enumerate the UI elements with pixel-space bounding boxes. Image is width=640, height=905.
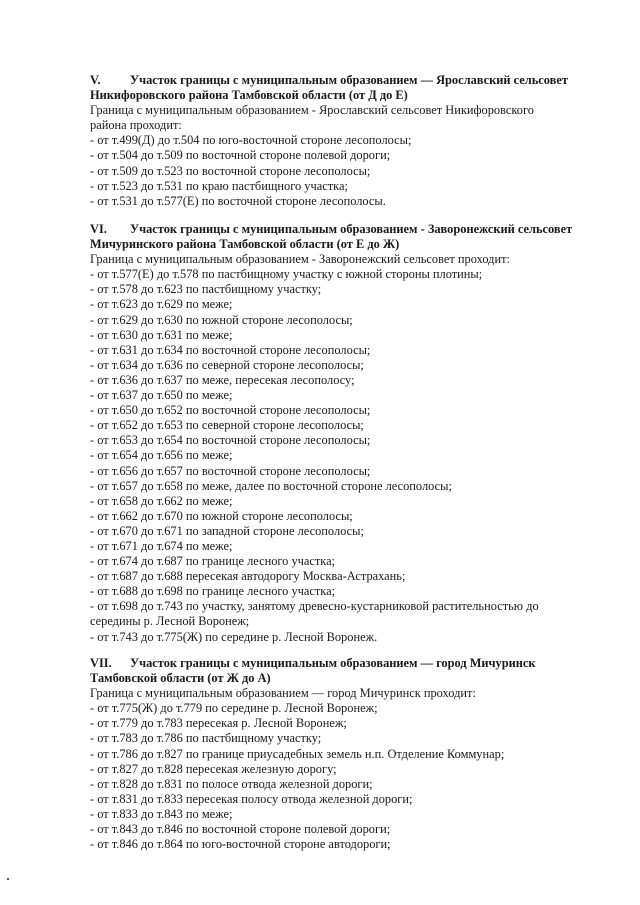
- boundary-item: - от т.786 до т.827 по границе приусадебных земель н.п. Отделение Коммунар;: [90, 746, 505, 761]
- boundary-item: - от т.656 до т.657 по восточной стороне лесополосы;: [90, 463, 371, 478]
- boundary-item: - от т.657 до т.658 по меже, далее по восточной стороне лесополосы;: [90, 478, 452, 493]
- boundary-item: - от т.843 до т.846 по восточной стороне полевой дороги;: [90, 822, 391, 837]
- section-vii: [90, 656, 620, 852]
- section-intro-continued: района проходит:: [90, 118, 182, 133]
- boundary-item: - от т.783 до т.786 по пастбищному участку;: [90, 731, 322, 746]
- boundary-item: - от т.653 до т.654 по восточной стороне лесополосы;: [90, 433, 371, 448]
- boundary-item: - от т.828 до т.831 по полосе отвода железной дороги;: [90, 776, 373, 791]
- boundary-item: - от т.658 до т.662 по меже;: [90, 493, 233, 508]
- boundary-item: - от т.634 до т.636 по северной стороне лесополосы;: [90, 357, 364, 372]
- boundary-item: - от т.650 до т.652 по восточной стороне лесополосы;: [90, 403, 371, 418]
- boundary-item: - от т.670 до т.671 по западной стороне лесополосы;: [90, 523, 364, 538]
- boundary-item: - от т.630 до т.631 по меже;: [90, 327, 233, 342]
- section-number: VI.: [90, 222, 107, 236]
- boundary-item: - от т.637 до т.650 по меже;: [90, 388, 233, 403]
- section-heading-text: Участок границы с муниципальным образованием — Ярославский сельсовет: [130, 73, 568, 87]
- boundary-item: - от т.846 до т.864 по юго-восточной стороне автодороги;: [90, 837, 391, 852]
- boundary-item: - от т.775(Ж) до т.779 по середине р. Лесной Воронеж;: [90, 701, 378, 716]
- boundary-item: - от т.833 до т.843 по меже;: [90, 806, 233, 821]
- boundary-item: - от т.523 до т.531 по краю пастбищного участка;: [90, 178, 348, 193]
- section-intro: Граница с муниципальным образованием - Ярославский сельсовет Никифоровского: [90, 103, 534, 118]
- section-heading-continued: Тамбовской области (от Ж до А): [90, 671, 271, 686]
- section-heading: [90, 73, 620, 88]
- boundary-item: - от т.509 до т.523 по восточной стороне лесополосы;: [90, 163, 371, 178]
- boundary-item: - от т.504 до т.509 по восточной стороне полевой дороги;: [90, 148, 391, 163]
- boundary-item: - от т.577(Е) до т.578 по пастбищному участку с южной стороны плотины;: [90, 267, 483, 282]
- boundary-item: - от т.629 до т.630 по южной стороне лесополосы;: [90, 312, 353, 327]
- boundary-item: - от т.636 до т.637 по меже, пересекая лесополосу;: [90, 372, 355, 387]
- section-heading-text: Участок границы с муниципальным образованием - Заворонежский сельсовет: [130, 222, 573, 236]
- boundary-item: - от т.671 до т.674 по меже;: [90, 538, 233, 553]
- boundary-item: - от т.688 до т.698 по границе лесного участка;: [90, 584, 336, 599]
- boundary-item: - от т.623 до т.629 по меже;: [90, 297, 233, 312]
- boundary-item-continued: середины р. Лесной Воронеж;: [90, 614, 250, 629]
- boundary-item: - от т.652 до т.653 по северной стороне лесополосы;: [90, 418, 364, 433]
- boundary-item: - от т.831 до т.833 пересекая полосу отвода железной дороги;: [90, 791, 413, 806]
- section-heading-continued: Никифоровского района Тамбовской области (от Д до Е): [90, 88, 408, 103]
- boundary-item: - от т.631 до т.634 по восточной стороне лесополосы;: [90, 342, 371, 357]
- boundary-item: - от т.687 до т.688 пересекая автодорогу Москва-Астрахань;: [90, 569, 406, 584]
- boundary-item: - от т.662 до т.670 по южной стороне лесополосы;: [90, 508, 353, 523]
- scan-speck: [7, 878, 9, 880]
- boundary-item: - от т.698 до т.743 по участку, занятому древесно-кустарниковой растительностью до: [90, 599, 539, 614]
- section-intro: Граница с муниципальным образованием - Заворонежский сельсовет проходит:: [90, 252, 510, 267]
- section-intro: Граница с муниципальным образованием — город Мичуринск проходит:: [90, 686, 476, 701]
- boundary-item: - от т.743 до т.775(Ж) по середине р. Лесной Воронеж.: [90, 629, 378, 644]
- section-number: V.: [90, 73, 101, 87]
- boundary-item: - от т.578 до т.623 по пастбищному участку;: [90, 282, 322, 297]
- boundary-item: - от т.654 до т.656 по меже;: [90, 448, 233, 463]
- section-heading-text: Участок границы с муниципальным образованием — город Мичуринск: [130, 656, 536, 670]
- boundary-item: - от т.531 до т.577(Е) по восточной стороне лесополосы.: [90, 193, 386, 208]
- section-number: VII.: [90, 656, 112, 670]
- section-heading: [90, 656, 620, 671]
- boundary-item: - от т.779 до т.783 пересекая р. Лесной Воронеж;: [90, 716, 347, 731]
- section-v: [90, 73, 620, 209]
- boundary-item: - от т.827 до т.828 пересекая железную дорогу;: [90, 761, 337, 776]
- section-heading: [90, 222, 620, 237]
- section-vi: [90, 222, 620, 645]
- boundary-item: - от т.674 до т.687 по границе лесного участка;: [90, 554, 336, 569]
- section-heading-continued: Мичуринского района Тамбовской области (от Е до Ж): [90, 237, 400, 252]
- boundary-item: - от т.499(Д) до т.504 по юго-восточной стороне лесополосы;: [90, 133, 412, 148]
